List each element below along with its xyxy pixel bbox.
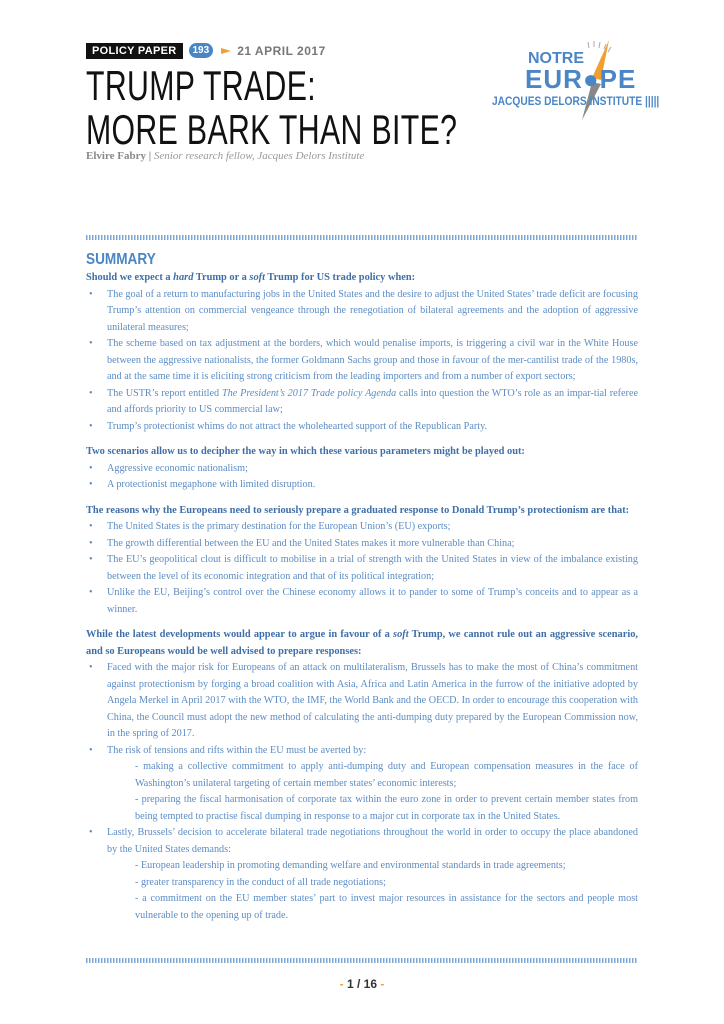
- author-separator: |: [148, 150, 152, 162]
- bullet-item: [86, 660, 638, 743]
- page-number-text: 1 / 16: [346, 977, 378, 991]
- bullet-item: [86, 386, 638, 419]
- text-segment: The reasons why the Europeans need to seriously prepare a graduated response to Donald Trump’s protectionism are that:: [86, 504, 630, 516]
- arrow-icon: [221, 48, 231, 54]
- bullet-icon: •: [89, 827, 93, 838]
- section-heading: [86, 444, 638, 461]
- bullet-item: [86, 536, 638, 553]
- bullet-icon: •: [89, 744, 93, 756]
- logo-text-notre: NOTRE: [528, 50, 584, 67]
- text-segment: While the latest developments would appear to argue in favour of a: [86, 629, 394, 640]
- summary-section: [86, 627, 638, 924]
- italic-text: soft: [393, 629, 409, 640]
- summary-section: [86, 503, 638, 619]
- author-name: Elvire Fabry: [86, 150, 146, 162]
- sub-item: - a commitment on the EU member states’ part to invest major resources in assistance for the sectors and people most vulnerable to the opening up of trade.: [135, 893, 638, 921]
- italic-text: soft: [249, 272, 265, 283]
- bullet-item: [86, 287, 638, 337]
- section-heading: [86, 270, 638, 287]
- paper-number: 193: [189, 43, 214, 58]
- bullet-item: [86, 336, 638, 386]
- logo-text-europe: EUR●PE: [525, 64, 637, 94]
- bullet-item: [86, 419, 638, 436]
- dash-icon: -: [380, 977, 385, 991]
- author-line: [86, 150, 364, 162]
- bullet-icon: •: [89, 288, 93, 300]
- summary-content: [86, 250, 638, 933]
- title-line: TRUMP TRADE:: [86, 62, 317, 109]
- text-segment: The USTR’s report entitled: [107, 387, 222, 399]
- notre-europe-logo: [488, 36, 660, 126]
- text-segment: Faced with the major risk for Europeans of an attack on multilateralism, Brussels has to make the most of China’s commitment against protectionism by forging a broad coalition with Asia, Africa and Latin America in the furrow of the initiative adopted by Angela Merkel in April 2017 with the WTO, the IMF, the World Bank and the OECD. In order to encourage this cooperation with China, the Council must adopt the new method of calculating the anti-dumping duty prepared by the European Commission now, in the spring of 2017.: [107, 662, 638, 739]
- bullet-item: [86, 552, 638, 585]
- italic-text: The President’s 2017 Trade policy Agenda: [221, 387, 397, 399]
- logo-text-institute: JACQUES DELORS INSTITUTE |||||: [492, 94, 660, 108]
- bullet-item: [86, 743, 638, 760]
- summary-heading: SUMMARY: [86, 251, 156, 268]
- publication-date: 21 APRIL 2017: [237, 43, 326, 58]
- bullet-icon: •: [89, 338, 93, 349]
- text-segment: Two scenarios allow us to decipher the way in which these various parameters might be played out:: [86, 446, 525, 457]
- sub-item: - preparing the fiscal harmonisation of corporate tax within the euro zone in order to prevent certain member states from being tempted to practise fiscal dumping in response to a major cut in corporate tax in the United States.: [135, 794, 638, 822]
- page-number: [0, 977, 724, 991]
- bullet-icon: •: [89, 662, 93, 673]
- bullet-icon: •: [89, 554, 93, 565]
- bullet-item: [86, 519, 638, 536]
- text-segment: calls into question the WTO’s role as an impar-tial referee and affords priority to US commercial law;: [107, 387, 638, 415]
- bullet-icon: •: [89, 521, 93, 532]
- text-segment: The EU’s geopolitical clout is difficult to mobilise in a trial of strength with the United States in view of the imbalance existing between the level of its economic integration and that of its political integration;: [107, 554, 638, 582]
- dash-icon: -: [339, 977, 344, 991]
- bullet-icon: •: [89, 462, 93, 474]
- text-segment: The United States is the primary destination for the European Union’s (EU) exports;: [107, 521, 451, 532]
- sub-item: - European leadership in promoting demanding welfare and environmental standards in trade agreements;: [135, 860, 566, 871]
- text-segment: Trump for US trade policy when:: [265, 272, 416, 283]
- text-segment: The goal of a return to manufacturing jobs in the United States and the desire to adjust the United States’ trade deficit are focusing Trump’s attention on commercial vengeance through the renegotiation of bilateral agreements and the adoption of aggressive unilateral measures;: [107, 288, 638, 333]
- summary-section: [86, 444, 638, 494]
- bullet-item: [86, 461, 638, 478]
- text-segment: Unlike the EU, Beijing’s control over the Chinese economy allows it to pander to some of Trump’s conceits and to appear as a winner.: [107, 587, 638, 615]
- text-segment: Aggressive economic nationalism;: [107, 462, 248, 474]
- text-segment: Trump, we cannot rule out an aggressive scenario, and so Europeans would be well advised to prepare responses:: [86, 629, 638, 657]
- text-segment: The growth differential between the EU and the United States makes it more vulnerable than China;: [107, 537, 515, 549]
- author-role: Senior research fellow, Jacques Delors Institute: [153, 150, 365, 162]
- policy-paper-label: POLICY PAPER: [86, 43, 183, 59]
- text-segment: A protectionist megaphone with limited disruption.: [107, 479, 316, 490]
- text-segment: The risk of tensions and rifts within the EU must be averted by:: [107, 744, 367, 756]
- bullet-icon: •: [89, 537, 93, 549]
- bullet-icon: •: [89, 587, 93, 598]
- document-title: [86, 64, 457, 152]
- bullet-icon: •: [89, 479, 93, 490]
- text-segment: Trump or a: [193, 272, 250, 283]
- bullet-icon: •: [89, 387, 93, 399]
- bullet-item: [86, 585, 638, 618]
- bullet-item: [86, 477, 638, 494]
- text-segment: The scheme based on tax adjustment at the borders, which would penalise imports, is triggering a civil war in the White House between the aggressive nationalists, the former Goldmann Sachs group and those in favour of the mer-cantilist trade of the 1980s, and at the same time it is eliciting strong criticism from the leading importers and from a number of export sectors;: [107, 338, 638, 382]
- sub-item: - greater transparency in the conduct of all trade negotiations;: [135, 876, 386, 888]
- sub-item: - making a collective commitment to apply anti-dumping duty and European compensation measures in the face of Washington’s unilateral targeting of certain member states’ economic interests;: [135, 761, 638, 789]
- bullet-item: [86, 825, 638, 858]
- title-line: MORE BARK THAN BITE?: [86, 106, 458, 153]
- section-heading: [86, 627, 638, 660]
- italic-text: hard: [173, 272, 194, 283]
- bottom-divider: [86, 958, 638, 963]
- text-segment: Trump’s protectionist whims do not attract the wholehearted support of the Republican Party.: [107, 420, 488, 432]
- document-badge: [86, 42, 326, 59]
- summary-section: [86, 270, 638, 435]
- section-heading: [86, 503, 638, 520]
- text-segment: Should we expect a: [86, 272, 174, 283]
- text-segment: Lastly, Brussels’ decision to accelerate bilateral trade negotiations throughout the world in order to occupy the place abandoned by the United States demands:: [107, 827, 638, 855]
- bullet-icon: •: [89, 420, 93, 432]
- top-divider: [86, 235, 638, 240]
